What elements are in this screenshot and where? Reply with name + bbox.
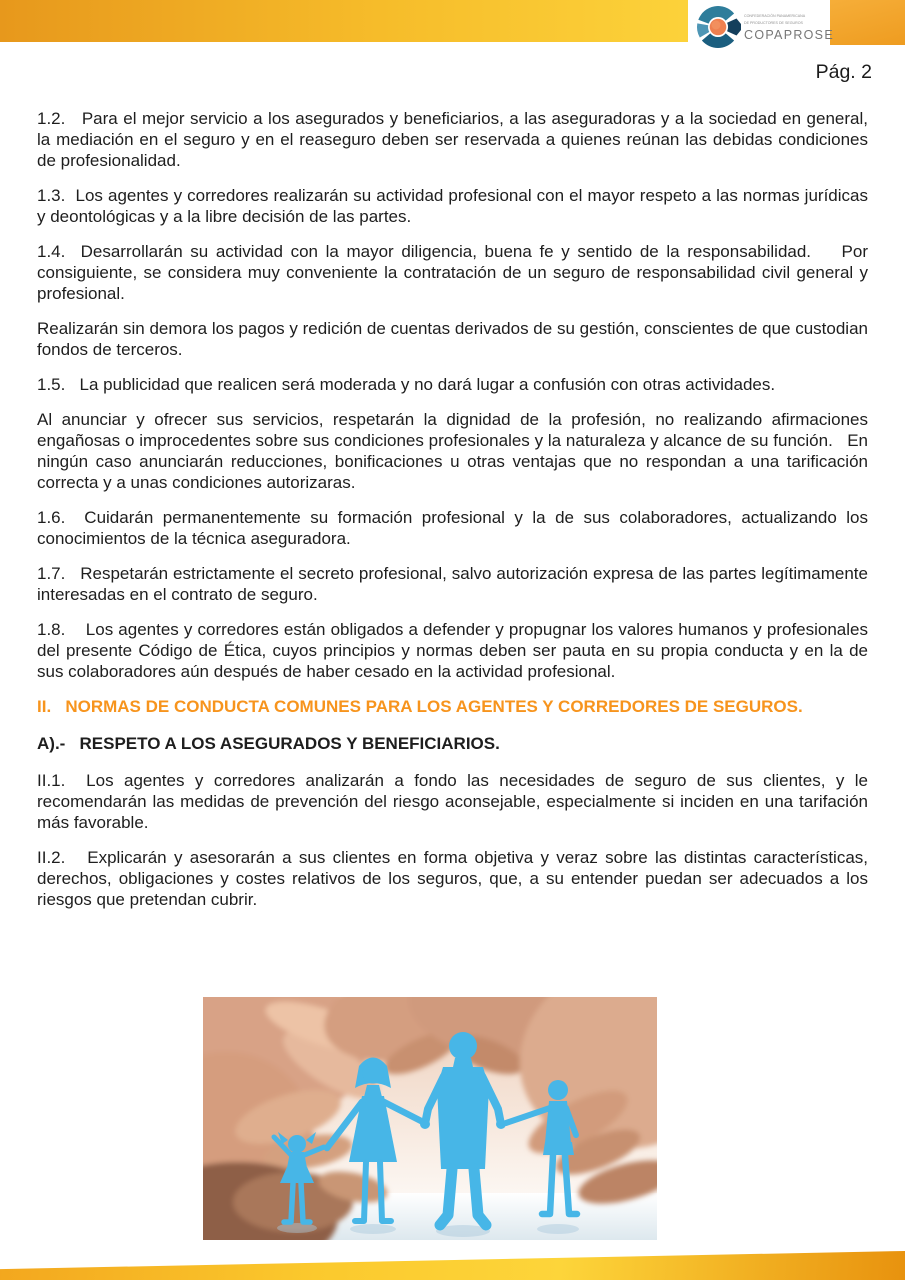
paragraph-1-7: 1.7. Respetarán estrictamente el secreto profesional, salvo autorización expresa de las partes legítimamente interesadas en el contrato de seguro.: [37, 564, 868, 604]
paragraph-ii-2: II.2. Explicarán y asesorarán a sus clientes en forma objetiva y veraz sobre las distintas características, derechos, obligaciones y costes relativos de los seguros, que, a su entender puedan ser adecuados a los riesgos que pretendan cubrir.: [37, 848, 868, 909]
logo-name: COPAPROSE: [744, 27, 834, 42]
page-number: Pág. 2: [815, 61, 872, 83]
paragraph-1-6: 1.6. Cuidarán permanentemente su formación profesional y la de sus colaboradores, actualizando los conocimientos de la técnica aseguradora.: [37, 508, 868, 548]
subsection-heading-a: A).- RESPETO A LOS ASEGURADOS Y BENEFICIARIOS.: [37, 734, 500, 753]
logo-org-line1: CONFEDERACIÓN PANAMERICANA: [744, 13, 806, 18]
paragraph-1-3: 1.3. Los agentes y corredores realizarán su actividad profesional con el mayor respeto a las normas jurídicas y deontológicas y a la libre decisión de las partes.: [37, 186, 868, 226]
copaprose-logo-text: [744, 13, 859, 42]
top-banner: [0, 0, 688, 42]
copaprose-logo-mark-icon: [695, 4, 741, 50]
copaprose-logo: [695, 4, 859, 50]
section-heading-ii: II. NORMAS DE CONDUCTA COMUNES PARA LOS AGENTES Y CORREDORES DE SEGUROS.: [37, 697, 803, 716]
paragraph-1-2: 1.2. Para el mejor servicio a los asegurados y beneficiarios, a las aseguradoras y a la sociedad en general, la mediación en el seguro y en el reaseguro deben ser reservada a quienes reúnan las debidas condiciones de profesionalidad.: [37, 109, 868, 170]
logo-org-line2: DE PRODUCTORES DE SEGUROS: [744, 20, 803, 25]
paragraph-realizaran: Realizarán sin demora los pagos y redición de cuentas derivados de su gestión, conscientes de que custodian fondos de terceros.: [37, 319, 868, 359]
paragraph-al-anunciar: Al anunciar y ofrecer sus servicios, respetarán la dignidad de la profesión, no realizando afirmaciones engañosas o improcedentes sobre sus condiciones profesionales y la naturaleza y alcance de su función. En ningún caso anunciarán reducciones, bonificaciones u otras ventajas que no respondan a una tarificación correcta y a unas condiciones autorizaras.: [37, 410, 868, 492]
document-body: [37, 108, 868, 924]
paragraph-1-5: 1.5. La publicidad que realicen será moderada y no dará lugar a confusión con otras actividades.: [37, 375, 776, 394]
paragraph-1-4: 1.4. Desarrollarán su actividad con la mayor diligencia, buena fe y sentido de la responsabilidad. Por consiguiente, se considera muy conveniente la contratación de un seguro de responsabilidad civil general y profesional.: [37, 242, 868, 303]
family-protection-photo: [203, 997, 657, 1240]
paragraph-ii-1: II.1. Los agentes y corredores analizarán a fondo las necesidades de seguro de sus clientes, y le recomendarán las medidas de prevención del riesgo aconsejable, especialmente si inciden en una tarifación más favorable.: [37, 771, 868, 832]
bottom-banner: [0, 1247, 905, 1280]
paragraph-1-8: 1.8. Los agentes y corredores están obligados a defender y propugnar los valores humanos y profesionales del presente Código de Ética, cuyos principios y normas deben ser pauta en su propia conducta y en la de sus colaboradores aún después de haber cesado en la actividad profesional.: [37, 620, 868, 681]
